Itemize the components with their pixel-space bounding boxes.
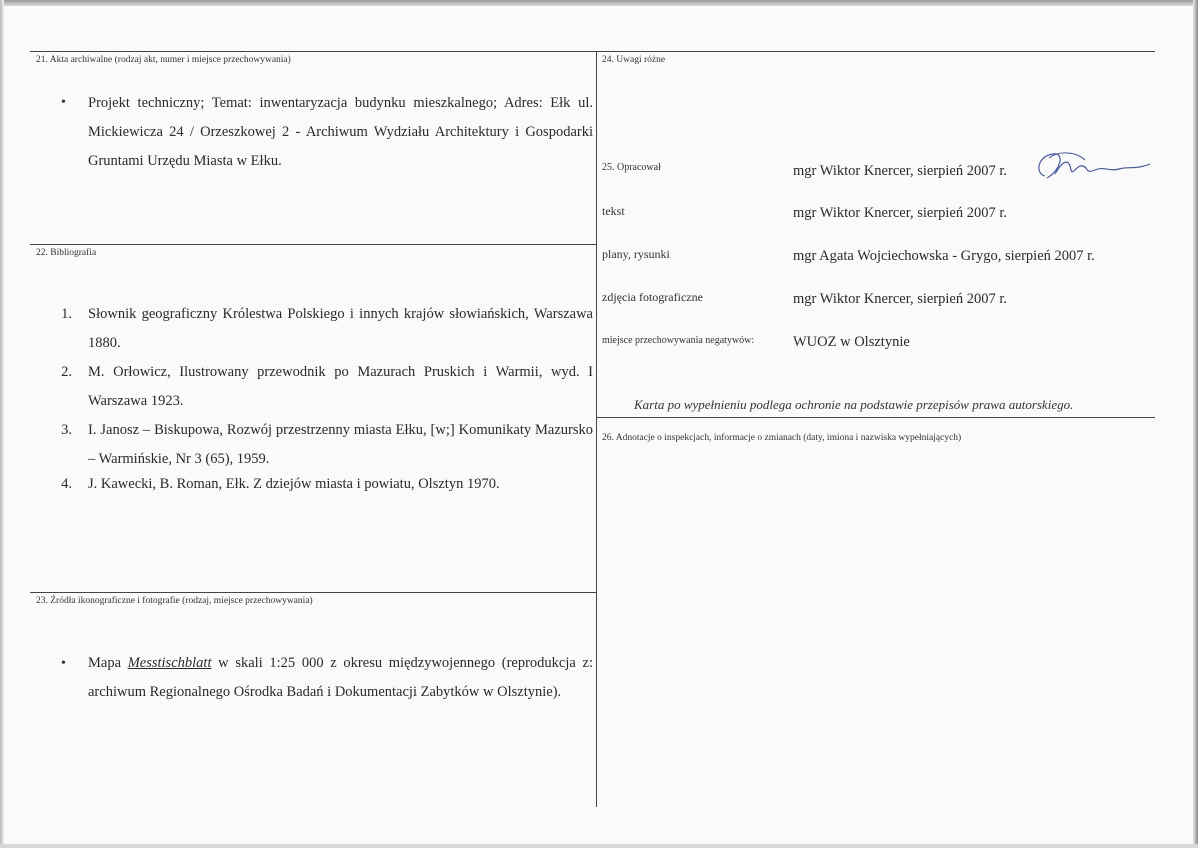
rule-sec26: [596, 417, 1155, 418]
scan-edge-left: [0, 0, 4, 848]
sec25-value-negatywy: WUOZ w Olsztynie: [793, 334, 910, 350]
sec23-label: 23. Źródła ikonograficzne i fotografie (rodzaj, miejsce przechowywania): [36, 596, 313, 606]
sec22-item-2-num: 2.: [61, 364, 72, 380]
sec25-value-tekst: mgr Wiktor Knercer, sierpień 2007 r.: [793, 205, 1007, 221]
sec25-value-zdjecia: mgr Wiktor Knercer, sierpień 2007 r.: [793, 291, 1007, 307]
sec23-text-after: w skali 1:25 000 z okresu międzywojennego (reprodukcja z: archiwum Regionalnego Ośrodka Badań i Dokumentacji Zabytków w Olsztynie).: [88, 655, 593, 700]
sec22-label: 22. Bibliografia: [36, 248, 97, 258]
sec25-label-negatywy: miejsce przechowywania negatywów:: [602, 335, 755, 346]
rule-top: [30, 51, 1155, 52]
sec23-text-before: Mapa: [88, 655, 128, 671]
sec21-bullet: •: [61, 95, 66, 110]
sec23-bullet: •: [61, 656, 66, 671]
sec22-item-4-num: 4.: [61, 476, 72, 492]
scan-edge-bottom: [0, 844, 1198, 848]
author-signature: [1025, 146, 1155, 186]
sec22-item-1-num: 1.: [61, 306, 72, 322]
scan-edge-top: [0, 0, 1198, 6]
sec25-label-zdjecia: zdjęcia fotograficzne: [602, 290, 703, 304]
sec22-item-3-num: 3.: [61, 422, 72, 438]
copyright-note: Karta po wypełnieniu podlega ochronie na podstawie przepisów prawa autorskiego.: [634, 397, 1074, 412]
sec25-label-tekst: tekst: [602, 204, 625, 218]
sec25-value-opracowal: mgr Wiktor Knercer, sierpień 2007 r.: [793, 163, 1007, 179]
rule-center: [596, 51, 597, 807]
messtischblatt-link: Messtischblatt: [127, 655, 212, 671]
sec25-value-plany: mgr Agata Wojciechowska - Grygo, sierpień 2007 r.: [793, 248, 1095, 264]
rule-sec22: [30, 244, 596, 245]
rule-sec23: [30, 592, 596, 593]
sec26-label: 26. Adnotacje o inspekcjach, informacje o zmianach (daty, imiona i nazwiska wypełniających): [602, 433, 962, 443]
sec22-item-3: I. Janosz – Biskupowa, Rozwój przestrzenny miasta Ełku, [w;] Komunikaty Mazursko – Warmińskie, Nr 3 (65), 1959.: [88, 422, 593, 467]
sec24-label: 24. Uwagi różne: [602, 55, 666, 65]
sec25-label-opracowal: 25. Opracował: [602, 162, 661, 173]
sec22-item-2: M. Orłowicz, Ilustrowany przewodnik po Mazurach Pruskich i Warmii, wyd. I Warszawa 1923.: [88, 364, 593, 409]
sec22-item-4: J. Kawecki, B. Roman, Ełk. Z dziejów miasta i powiatu, Olsztyn 1970.: [88, 476, 500, 492]
sec22-item-1: Słownik geograficzny Królestwa Polskiego i innych krajów słowiańskich, Warszawa 1880.: [88, 306, 593, 351]
sec25-label-plany: plany, rysunki: [602, 247, 670, 261]
scan-edge-right: [1193, 0, 1198, 848]
sec21-label: 21. Akta archiwalne (rodzaj akt, numer i miejsce przechowywania): [36, 55, 291, 65]
sec23-text: [88, 649, 593, 707]
sec21-text: Projekt techniczny; Temat: inwentaryzacja budynku mieszkalnego; Adres: Ełk ul. Mickiewicza 24 / Orzeszkowej 2 - Archiwum Wydziału Architektury i Gospodarki Gruntami Urzędu Miasta w Ełku.: [88, 95, 593, 169]
